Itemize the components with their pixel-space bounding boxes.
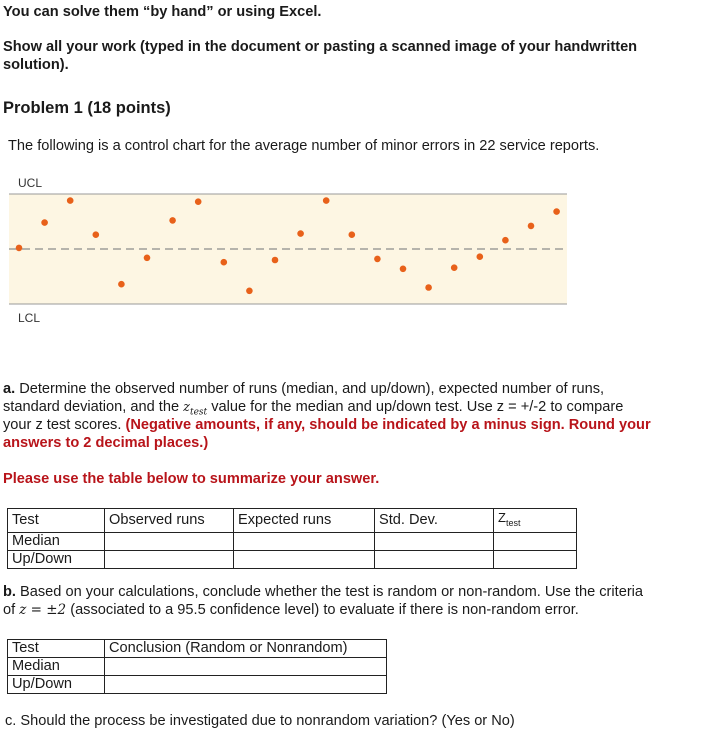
cell-input[interactable] xyxy=(105,676,387,694)
conclusion-table xyxy=(7,639,387,694)
data-point xyxy=(246,288,253,295)
z-sub: test xyxy=(189,407,208,418)
intro-line-3: solution). xyxy=(3,57,69,73)
cell-input[interactable] xyxy=(105,532,234,550)
data-point xyxy=(323,197,330,204)
th-observed-runs: Observed runs xyxy=(105,509,234,533)
part-a-label: a. xyxy=(3,381,16,397)
part-c-question: c. Should the process be investigated due to nonrandom variation? (Yes or No) xyxy=(5,713,515,729)
th-std-dev: Std. Dev. xyxy=(375,509,494,533)
data-point xyxy=(553,208,560,215)
table-row xyxy=(8,532,577,550)
cell-input[interactable] xyxy=(494,550,577,568)
row-label: Up/Down xyxy=(8,676,105,694)
cell-input[interactable] xyxy=(375,532,494,550)
data-point xyxy=(41,219,48,226)
part-a-text-3: your z test scores. xyxy=(3,417,126,433)
cell-input[interactable] xyxy=(375,550,494,568)
data-point xyxy=(221,259,228,266)
data-point xyxy=(195,198,202,205)
part-a-line-1 xyxy=(3,381,604,398)
part-a-red-1: (Negative amounts, if any, should be indicated by a minus sign. Round your xyxy=(125,417,651,433)
row-label: Median xyxy=(8,658,105,676)
th-z-sub: test xyxy=(505,517,521,528)
data-point xyxy=(502,237,509,244)
part-a-text-1: Determine the observed number of runs (median, and up/down), expected number of runs, xyxy=(15,381,605,397)
th-z-test xyxy=(494,509,577,533)
lcl-label: LCL xyxy=(18,311,41,325)
data-point xyxy=(297,230,304,237)
part-a-text-2-pre: standard deviation, and the xyxy=(3,399,184,415)
intro-line-1: You can solve them “by hand” or using Excel. xyxy=(3,4,322,20)
control-chart-svg xyxy=(9,168,569,333)
cell-input[interactable] xyxy=(234,550,375,568)
part-b-text-1: Based on your calculations, conclude whether the test is random or non-random. Use the criteria xyxy=(15,584,644,600)
part-a-text-2-post: value for the median and up/down test. Use z = +/-2 to compare xyxy=(207,399,624,415)
data-point xyxy=(528,223,535,230)
cell-input[interactable] xyxy=(494,532,577,550)
data-point xyxy=(16,245,23,252)
th-conclusion: Conclusion (Random or Nonrandom) xyxy=(105,640,387,658)
data-point xyxy=(93,231,100,238)
intro-line-2: Show all your work (typed in the document or pasting a scanned image of your handwritten xyxy=(3,39,638,55)
data-point xyxy=(169,217,176,224)
part-b-text-2-post: (associated to a 95.5 confidence level) to evaluate if there is non-random error. xyxy=(66,602,579,618)
part-b-line-1 xyxy=(3,584,643,601)
data-point xyxy=(451,264,458,271)
row-label: Up/Down xyxy=(8,550,105,568)
table-header-row xyxy=(8,640,387,658)
part-a-red-2: answers to 2 decimal places.) xyxy=(3,435,209,451)
z-symbol: z xyxy=(183,400,190,415)
control-chart xyxy=(9,168,569,333)
data-point xyxy=(425,284,432,291)
table-header-row xyxy=(8,509,577,533)
th-expected-runs: Expected runs xyxy=(234,509,375,533)
th-test: Test xyxy=(8,640,105,658)
part-b-line-2 xyxy=(3,602,579,619)
z-test-symbol xyxy=(183,400,208,418)
problem-heading: Problem 1 (18 points) xyxy=(3,99,171,117)
data-point xyxy=(349,231,356,238)
part-a-instruction: Please use the table below to summarize your answer. xyxy=(3,471,380,487)
z-criteria: z = ±2 xyxy=(19,602,67,618)
th-z: Z xyxy=(498,510,506,525)
part-a-line-3 xyxy=(3,417,651,434)
data-point xyxy=(272,257,279,264)
data-point xyxy=(374,256,381,263)
summary-table xyxy=(7,508,577,569)
data-point xyxy=(400,266,407,273)
cell-input[interactable] xyxy=(105,550,234,568)
ucl-label: UCL xyxy=(18,176,43,190)
table-row xyxy=(8,658,387,676)
data-point xyxy=(477,253,484,260)
part-b-text-2-pre: of xyxy=(3,602,20,618)
table-row xyxy=(8,676,387,694)
data-point xyxy=(67,197,74,204)
th-test: Test xyxy=(8,509,105,533)
part-b-label: b. xyxy=(3,584,16,600)
row-label: Median xyxy=(8,532,105,550)
problem-description: The following is a control chart for the average number of minor errors in 22 service reports. xyxy=(8,138,600,154)
table-row xyxy=(8,550,577,568)
cell-input[interactable] xyxy=(234,532,375,550)
data-point xyxy=(118,281,125,288)
data-point xyxy=(144,255,151,262)
cell-input[interactable] xyxy=(105,658,387,676)
